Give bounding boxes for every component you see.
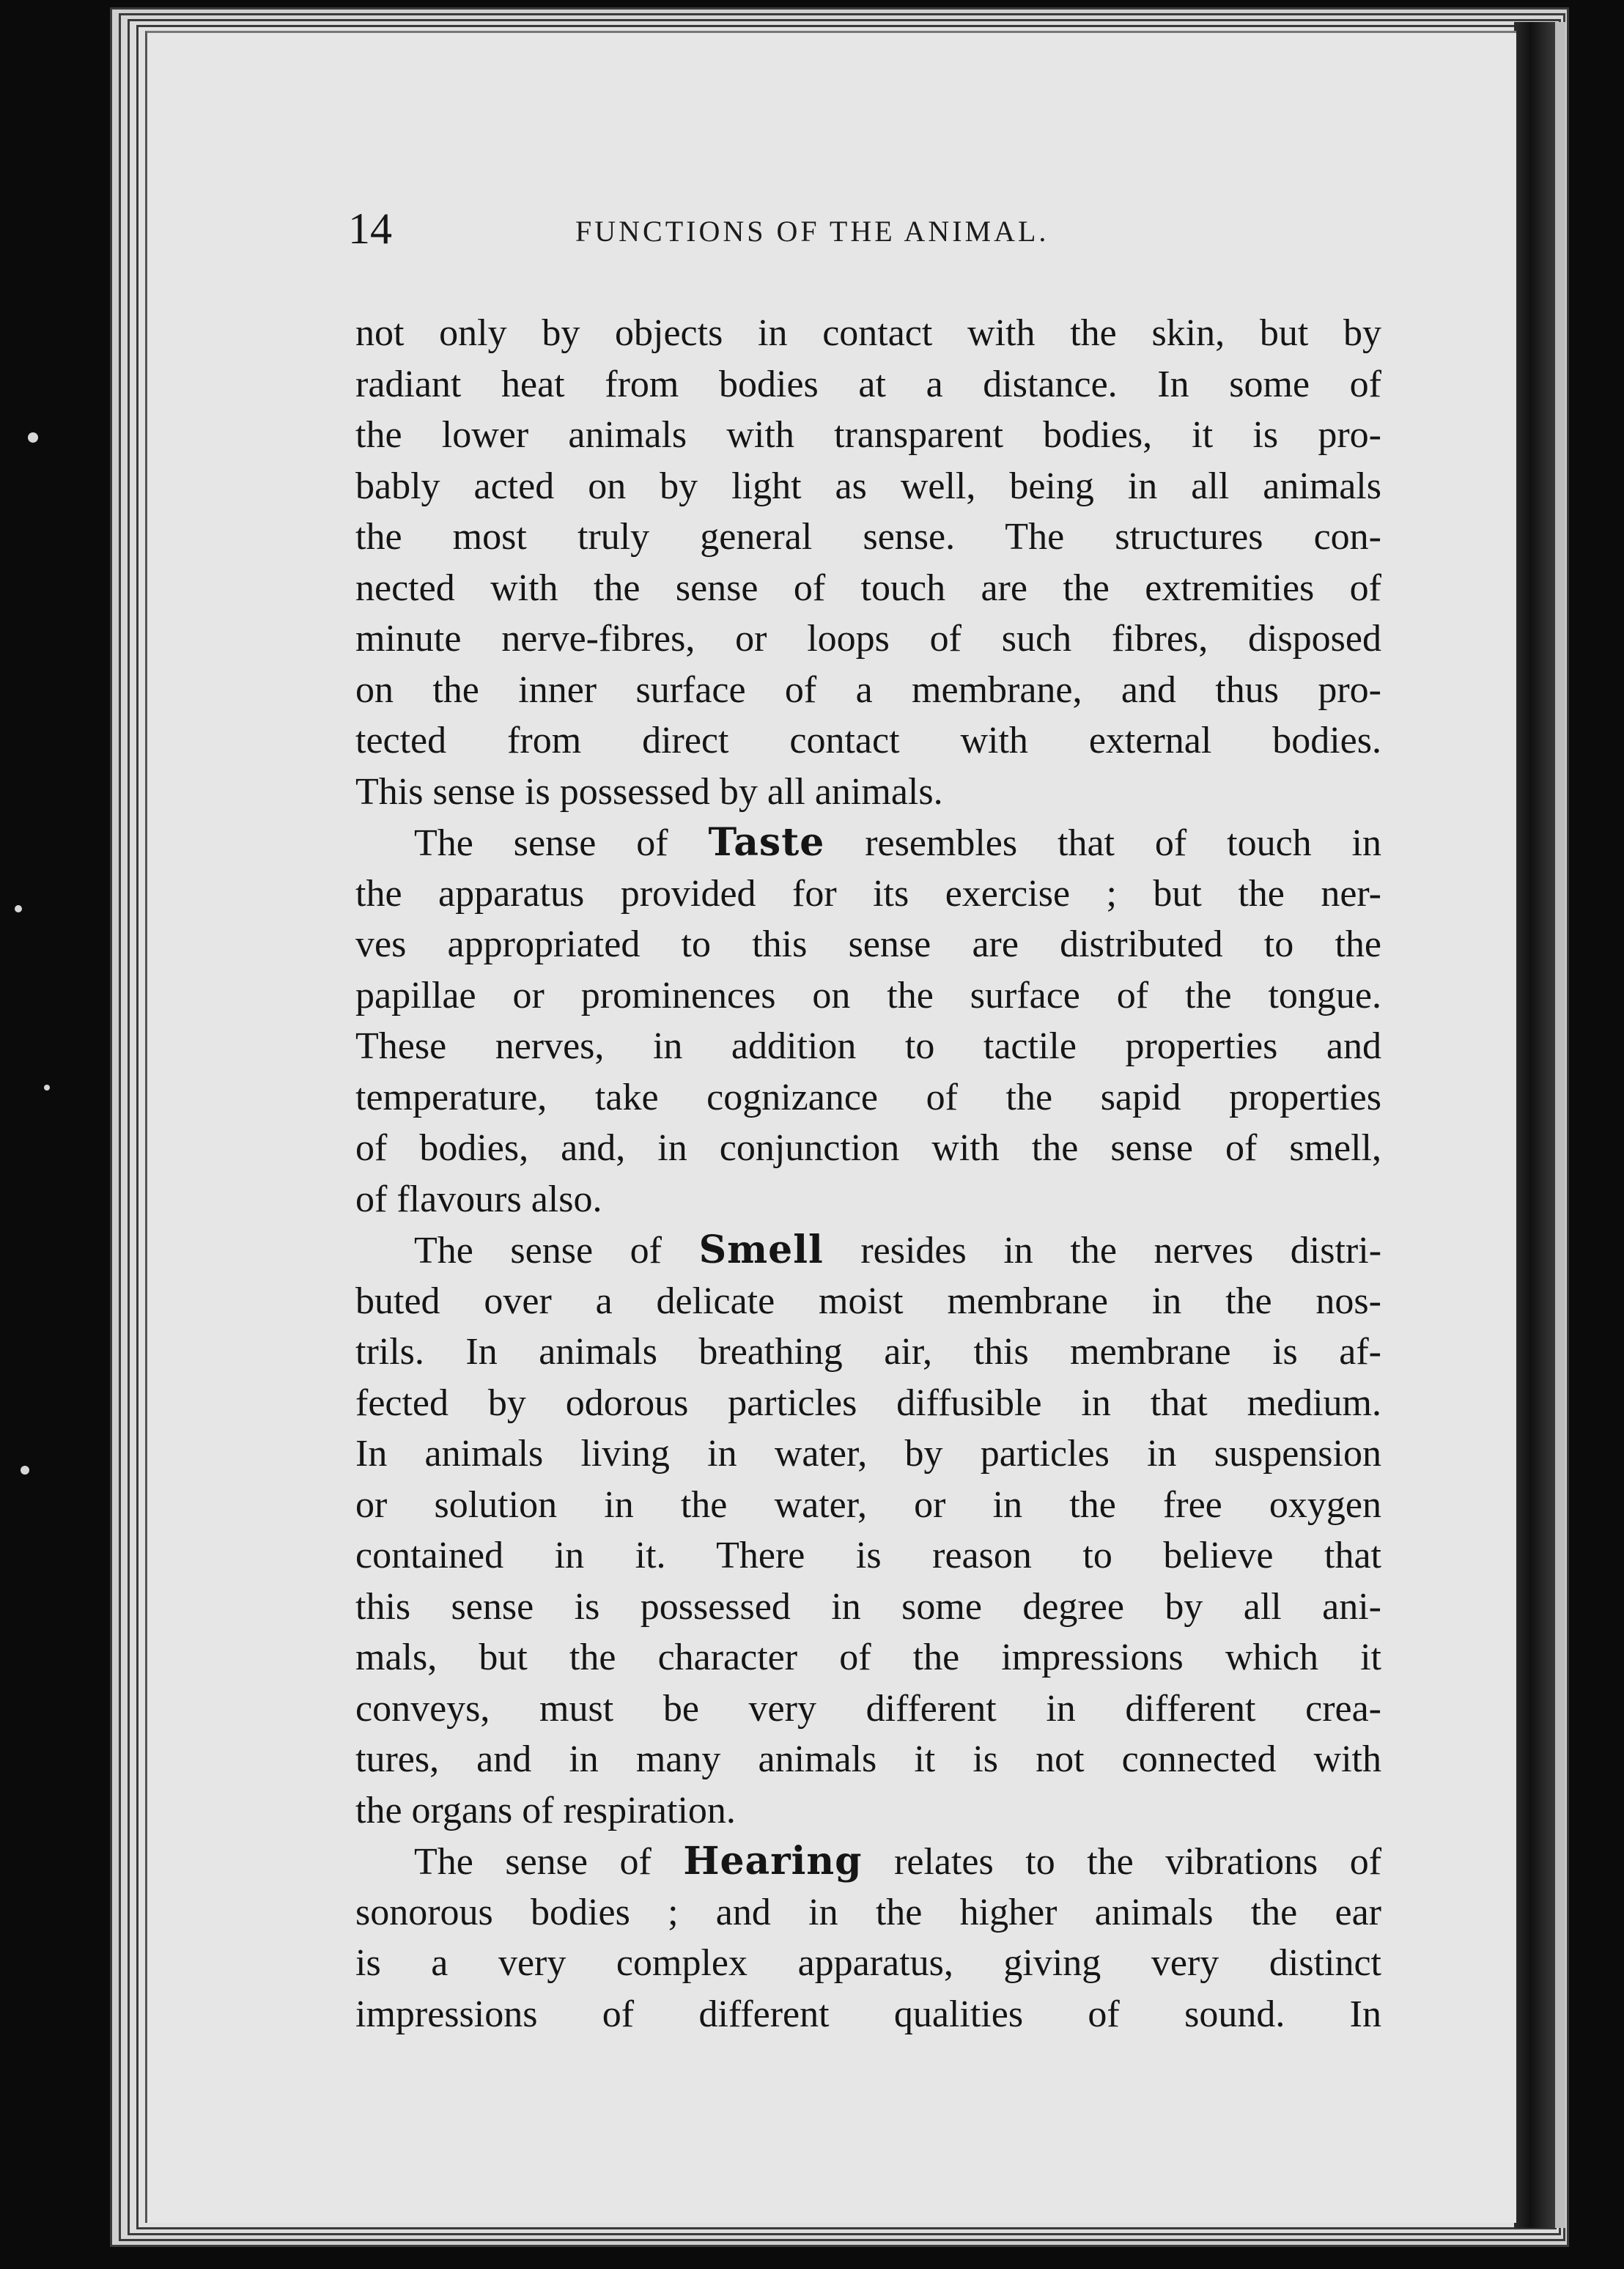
text-line: of bodies, and, in conjunction with the sense of smell, bbox=[355, 1127, 1381, 1169]
text-line: tures, and in many animals it is not connected with bbox=[355, 1738, 1381, 1780]
text-line: minute nerve-fibres, or loops of such fibres, disposed bbox=[355, 618, 1381, 660]
text-line: fected by odorous particles diffusible in that medium. bbox=[355, 1381, 1381, 1424]
text-line: tected from direct contact with external bodies. bbox=[355, 720, 1381, 761]
page-number: 14 bbox=[348, 204, 392, 253]
text-line: on the inner surface of a membrane, and thus pro- bbox=[355, 668, 1381, 711]
text-line: conveys, must be very different in different crea- bbox=[355, 1687, 1381, 1730]
running-head-title: FUNCTIONS OF THE ANIMAL. bbox=[575, 215, 1049, 248]
paragraph-first-line bbox=[355, 817, 1381, 868]
text-line: the organs of respiration. bbox=[355, 1789, 736, 1831]
text-line: is a very complex apparatus, giving very distinct bbox=[355, 1942, 1381, 1984]
book-spine bbox=[1514, 22, 1555, 2228]
text-line: bably acted on by light as well, being in all animals bbox=[355, 465, 1381, 507]
scan-speck bbox=[15, 905, 22, 912]
text-run: resides in the nerves distri- bbox=[860, 1230, 1382, 1272]
text-line: temperature, take cognizance of the sapid properties bbox=[355, 1076, 1381, 1118]
text-line: radiant heat from bodies at a distance. In some of bbox=[355, 363, 1381, 405]
term-hearing: Hearing bbox=[683, 1839, 863, 1884]
text-run: relates to the vibrations of bbox=[894, 1841, 1382, 1883]
text-line: sonorous bodies ; and in the higher animals the ear bbox=[355, 1891, 1381, 1933]
text-line: mals, but the character of the impressions which it bbox=[355, 1637, 1381, 1678]
text-line: not only by objects in contact with the skin, but by bbox=[355, 312, 1381, 354]
scan-speck bbox=[44, 1085, 50, 1091]
text-line: These nerves, in addition to tactile properties and bbox=[355, 1025, 1381, 1067]
text-line: nected with the sense of touch are the extremities of bbox=[355, 567, 1381, 609]
text-line: the most truly general sense. The structures con- bbox=[355, 516, 1381, 558]
running-head bbox=[348, 204, 1389, 262]
text-line: trils. In animals breathing air, this membrane is af- bbox=[355, 1331, 1381, 1373]
text-run: The sense of bbox=[414, 822, 668, 864]
text-line: ves appropriated to this sense are distributed to the bbox=[355, 923, 1381, 965]
text-line: In animals living in water, by particles in suspension bbox=[355, 1433, 1381, 1475]
text-run: resembles that of touch in bbox=[865, 822, 1381, 864]
body-text bbox=[355, 308, 1381, 2040]
scan-speck bbox=[21, 1466, 29, 1475]
text-line: the apparatus provided for its exercise ; but the ner- bbox=[355, 872, 1381, 915]
text-line: of flavours also. bbox=[355, 1178, 602, 1220]
paragraph-first-line bbox=[355, 1836, 1381, 1887]
text-line: the lower animals with transparent bodies, it is pro- bbox=[355, 414, 1381, 456]
book-spine-edge bbox=[1555, 22, 1565, 2228]
paragraph-first-line bbox=[355, 1225, 1381, 1276]
term-taste: Taste bbox=[708, 820, 825, 865]
text-run: The sense of bbox=[414, 1230, 662, 1272]
text-run: The sense of bbox=[414, 1841, 652, 1883]
text-line: This sense is possessed by all animals. bbox=[355, 770, 943, 813]
term-smell: Smell bbox=[698, 1228, 824, 1272]
scan-speck bbox=[28, 432, 38, 443]
text-line: papillae or prominences on the surface of the tongue. bbox=[355, 974, 1381, 1017]
text-line: buted over a delicate moist membrane in the nos- bbox=[355, 1280, 1381, 1322]
text-line: contained in it. There is reason to believe that bbox=[355, 1535, 1381, 1576]
text-line: this sense is possessed in some degree by all ani- bbox=[355, 1585, 1381, 1628]
text-line: or solution in the water, or in the free oxygen bbox=[355, 1483, 1381, 1526]
text-line: impressions of different qualities of sound. In bbox=[355, 1993, 1381, 2035]
